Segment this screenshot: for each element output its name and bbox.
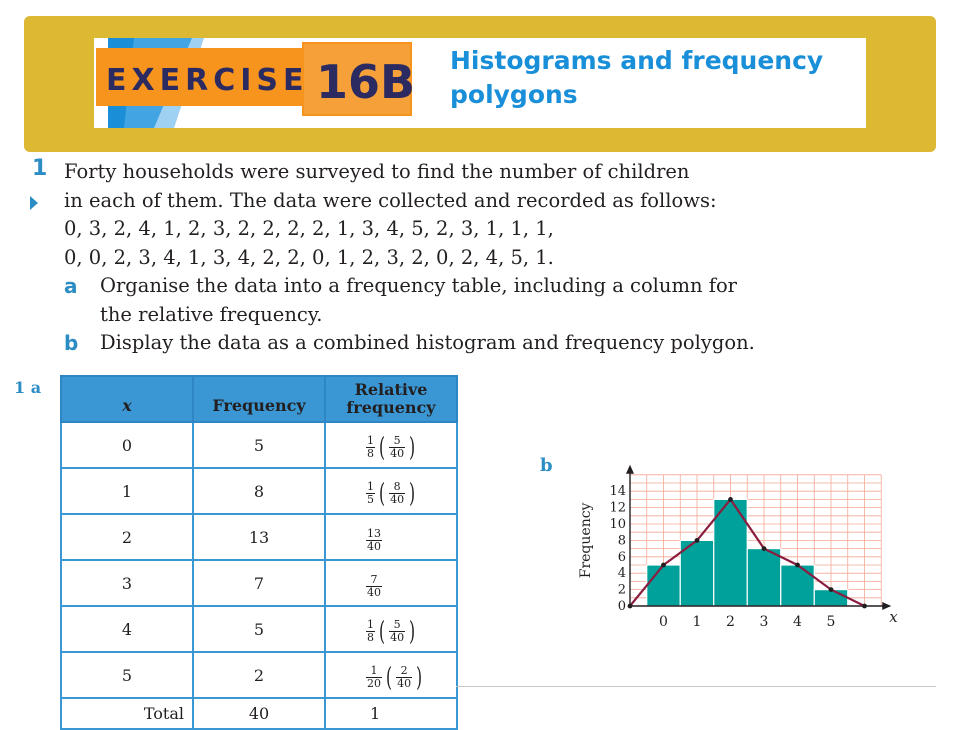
x-tick-label: 1 [692,614,702,630]
x-tick-label: 4 [793,614,802,630]
histogram-chart [560,452,898,632]
cell-frequency: 13 [193,514,325,560]
cell-x: 5 [61,652,193,698]
part-a-line: the relative frequency. [100,302,323,326]
header-x: x [61,376,193,422]
polygon-point [628,604,633,609]
cell-frequency: 7 [193,560,325,606]
part-a-label: a [64,274,78,298]
cell-relative-frequency: $\frac{1}{8}$ ( $\frac{5}{40}$ ) [325,606,457,652]
total-frequency: 40 [193,698,325,729]
question-line: in each of them. The data were collected and recorded as follows: [64,188,717,212]
cell-x: 4 [61,606,193,652]
table-row [61,514,457,560]
polygon-point [829,587,834,592]
cell-frequency: 2 [193,652,325,698]
x-tick-label: 5 [826,614,836,630]
question-line: 0, 0, 2, 3, 4, 1, 3, 4, 2, 2, 0, 1, 2, 3, 2, 0, 2, 4, 5, 1. [64,245,554,269]
cell-x: 0 [61,422,193,468]
frequency-table [60,375,458,730]
header-frequency: Frequency [193,376,325,422]
y-tick-label: 0 [617,599,626,614]
x-axis-label: x [889,608,898,626]
polygon-point [862,604,867,609]
cell-x: 3 [61,560,193,606]
cell-x: 2 [61,514,193,560]
play-arrow-icon[interactable] [30,196,38,210]
polygon-point [728,497,733,502]
y-tick-label: 2 [617,582,626,598]
polygon-point [795,563,800,568]
question-number: 1 [32,156,48,181]
polygon-point [695,538,700,543]
exercise-number: 16B [316,55,416,109]
y-tick-label: 10 [609,517,626,532]
y-tick-label: 12 [609,500,626,516]
table-header-row [61,376,457,422]
table-row [61,652,457,698]
x-tick-label: 0 [659,614,668,630]
question-line: Forty households were surveyed to find the number of children [64,160,690,183]
part-b-label: b [64,331,79,355]
cell-relative-frequency: $\frac{7}{40}$ [325,560,457,606]
x-tick-label: 2 [726,614,735,630]
answer-a-label: 1 a [14,378,42,397]
total-relative: 1 [325,698,457,729]
y-tick-label: 6 [617,549,626,565]
page-title: Histograms and frequency polygons [450,46,824,109]
exercise-word: EXERCISE [106,63,309,98]
total-label: Total [61,698,193,729]
y-tick-label: 8 [617,533,626,549]
polygon-point [762,546,767,551]
histogram-bar [747,549,781,606]
cell-relative-frequency: $\frac{1}{8}$ ( $\frac{5}{40}$ ) [325,422,457,468]
x-tick-label: 3 [759,614,769,630]
y-axis-label: Frequency [578,502,594,579]
table-row [61,468,457,514]
question-text [64,158,717,272]
table-total-row [61,698,457,729]
table-row [61,560,457,606]
polygon-point [661,563,666,568]
y-tick-label: 14 [609,484,626,500]
y-axis-arrow [626,465,634,474]
cell-frequency: 5 [193,422,325,468]
header-relative-frequency: Relative frequency [325,376,457,422]
cell-relative-frequency: $\frac{1}{5}$ ( $\frac{8}{40}$ ) [325,468,457,514]
y-tick-label: 4 [617,566,626,582]
table-row [61,422,457,468]
answer-b-label: b [540,455,553,476]
part-a-line: Organise the data into a frequency table, including a column for [100,274,738,297]
histogram-bar [781,565,815,606]
cell-relative-frequency: $\frac{13}{40}$ [325,514,457,560]
header-panel [94,38,866,128]
exercise-logo [94,38,424,128]
cell-x: 1 [61,468,193,514]
divider [456,686,936,687]
histogram-bar [647,565,681,606]
part-b-line: Display the data as a combined histogram and frequency polygon. [100,331,755,354]
cell-frequency: 8 [193,468,325,514]
cell-frequency: 5 [193,606,325,652]
question-line: 0, 3, 2, 4, 1, 2, 3, 2, 2, 2, 2, 1, 3, 4, 5, 2, 3, 1, 1, 1, [64,217,554,240]
cell-relative-frequency: $\frac{1}{20}$ ( $\frac{2}{40}$ ) [325,652,457,698]
table-row [61,606,457,652]
histogram-bar [814,590,848,606]
